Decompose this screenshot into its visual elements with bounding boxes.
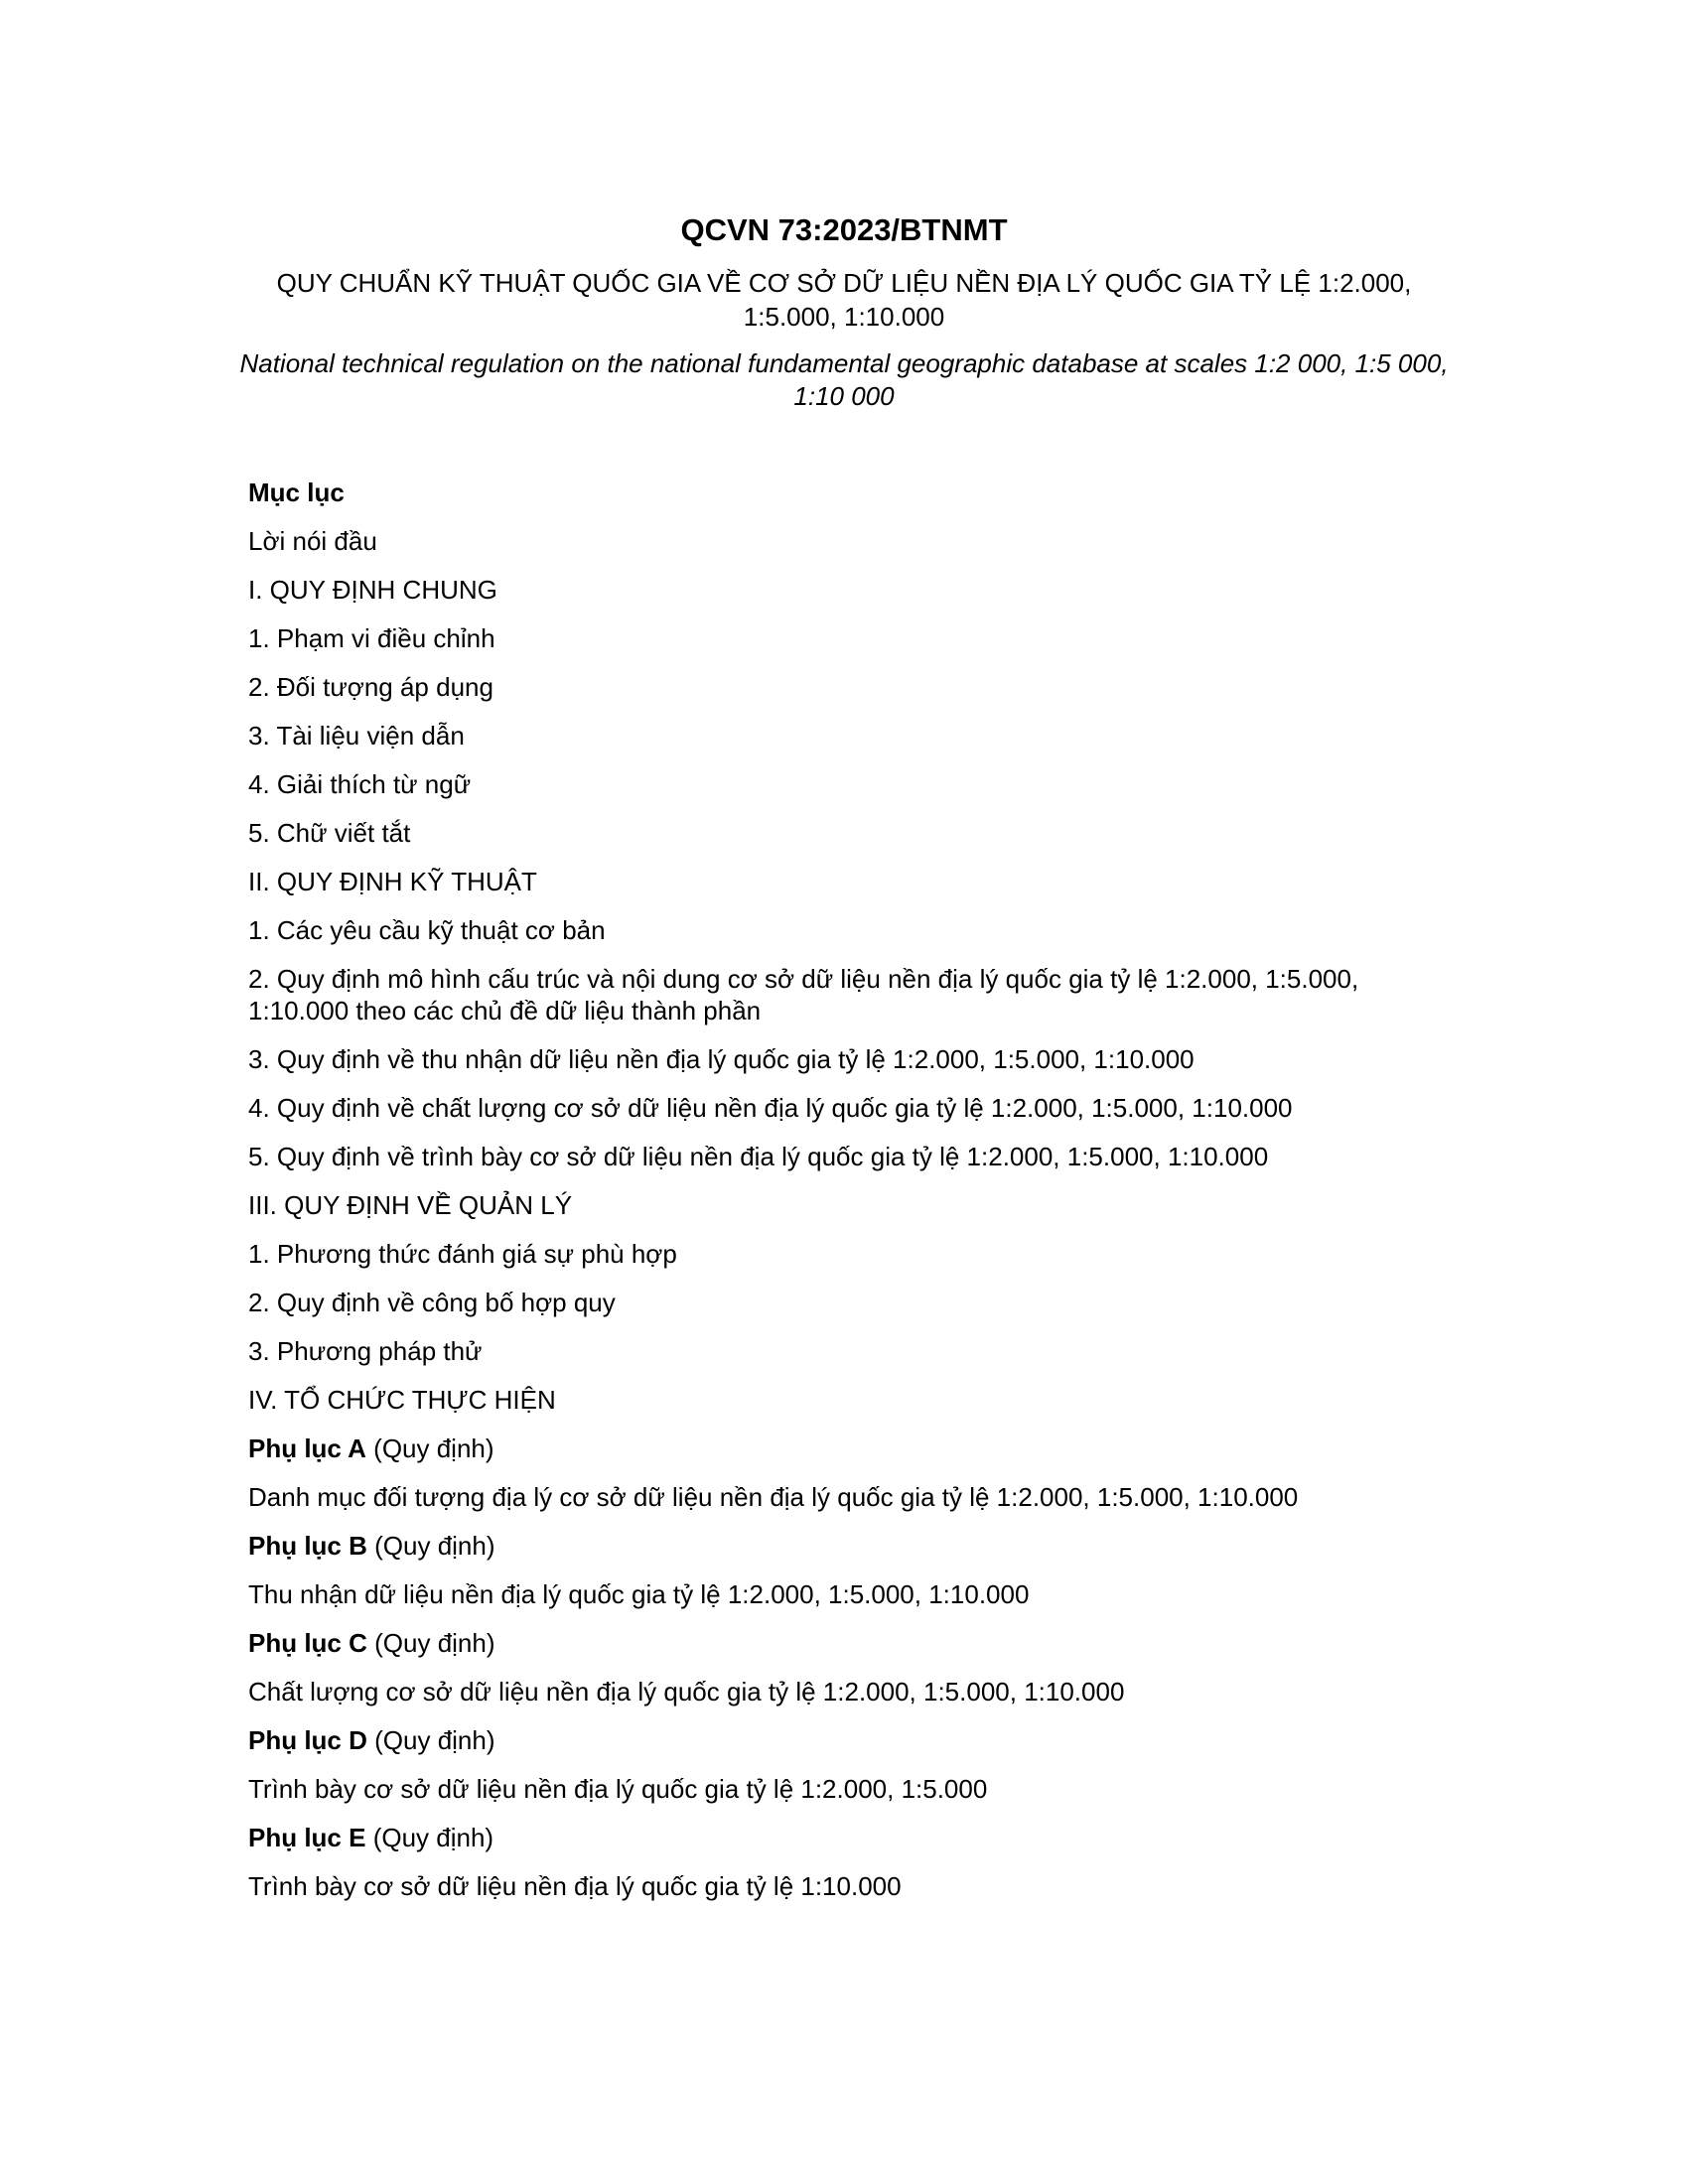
toc-heading: Mục lục (248, 478, 345, 507)
appendix-title: Phụ lục C (248, 1628, 367, 1658)
toc-item[interactable]: 3. Quy định về thu nhận dữ liệu nền địa lý quốc gia tỷ lệ 1:2.000, 1:5.000, 1:10.000 (248, 1044, 1195, 1074)
appendix-c-heading[interactable] (248, 1627, 1460, 1659)
appendix-d-description[interactable]: Trình bày cơ sở dữ liệu nền địa lý quốc gia tỷ lệ 1:2.000, 1:5.000 (248, 1774, 988, 1804)
appendix-e-heading[interactable] (248, 1822, 1460, 1853)
appendix-e-description[interactable]: Trình bày cơ sở dữ liệu nền địa lý quốc gia tỷ lệ 1:10.000 (248, 1871, 902, 1901)
appendix-type: (Quy định) (366, 1628, 495, 1658)
appendix-b-heading[interactable] (248, 1530, 1460, 1562)
toc-item[interactable]: 1. Các yêu cầu kỹ thuật cơ bản (248, 915, 606, 945)
toc-item[interactable]: 5. Chữ viết tắt (248, 818, 411, 848)
toc-item[interactable]: 5. Quy định về trình bày cơ sở dữ liệu nền địa lý quốc gia tỷ lệ 1:2.000, 1:5.000, 1:10.000 (248, 1142, 1269, 1171)
toc-item[interactable]: 4. Giải thích từ ngữ (248, 769, 472, 799)
appendix-c-description[interactable]: Chất lượng cơ sở dữ liệu nền địa lý quốc gia tỷ lệ 1:2.000, 1:5.000, 1:10.000 (248, 1677, 1125, 1706)
appendix-b-description[interactable]: Thu nhận dữ liệu nền địa lý quốc gia tỷ lệ 1:2.000, 1:5.000, 1:10.000 (248, 1579, 1030, 1609)
toc-item-section-2[interactable]: II. QUY ĐỊNH KỸ THUẬT (248, 867, 537, 896)
appendix-a-heading[interactable] (248, 1433, 1460, 1464)
toc-item[interactable]: 1. Phạm vi điều chỉnh (248, 623, 495, 653)
toc-item[interactable]: 4. Quy định về chất lượng cơ sở dữ liệu nền địa lý quốc gia tỷ lệ 1:2.000, 1:5.000, 1:10.000 (248, 1093, 1293, 1123)
toc-item[interactable]: 1. Phương thức đánh giá sự phù hợp (248, 1239, 677, 1269)
appendix-type: (Quy định) (366, 1725, 495, 1755)
appendix-title: Phụ lục A (248, 1433, 366, 1463)
appendix-a-description[interactable]: Danh mục đối tượng địa lý cơ sở dữ liệu nền địa lý quốc gia tỷ lệ 1:2.000, 1:5.000, 1:10.000 (248, 1482, 1299, 1512)
toc-item[interactable]: 3. Tài liệu viện dẫn (248, 721, 465, 751)
document-code: QCVN 73:2023/BTNMT (680, 212, 1008, 247)
appendix-type: (Quy định) (366, 1531, 495, 1561)
appendix-d-heading[interactable] (248, 1724, 1460, 1756)
toc-item[interactable]: 2. Quy định mô hình cấu trúc và nội dung cơ sở dữ liệu nền địa lý quốc gia tỷ lệ 1:2.000, 1:5.000, 1:10.000 theo các chủ đề dữ liệu thành phần (248, 964, 1359, 1025)
toc-item[interactable]: 2. Quy định về công bố hợp quy (248, 1288, 616, 1317)
appendix-title: Phụ lục E (248, 1823, 366, 1852)
appendix-type: (Quy định) (365, 1433, 494, 1463)
table-of-contents (248, 477, 1460, 1919)
toc-item-section-4[interactable]: IV. TỔ CHỨC THỰC HIỆN (248, 1385, 556, 1415)
toc-item[interactable]: 3. Phương pháp thử (248, 1336, 483, 1366)
appendix-title: Phụ lục D (248, 1725, 367, 1755)
toc-item[interactable]: 2. Đối tượng áp dụng (248, 672, 493, 702)
toc-item-preface[interactable]: Lời nói đầu (248, 526, 377, 556)
toc-item-section-1[interactable]: I. QUY ĐỊNH CHUNG (248, 575, 497, 605)
document-title: QUY CHUẨN KỸ THUẬT QUỐC GIA VỀ CƠ SỞ DỮ LIỆU NỀN ĐỊA LÝ QUỐC GIA TỶ LỆ 1:2.000, 1:5.000, 1:10.000 (276, 268, 1412, 332)
appendix-type: (Quy định) (365, 1823, 494, 1852)
document-title-english: National technical regulation on the national fundamental geographic database at scales 1:2 000, 1:5 000, 1:10 000 (239, 348, 1449, 411)
toc-item-section-3[interactable]: III. QUY ĐỊNH VỀ QUẢN LÝ (248, 1190, 573, 1220)
appendix-title: Phụ lục B (248, 1531, 367, 1561)
